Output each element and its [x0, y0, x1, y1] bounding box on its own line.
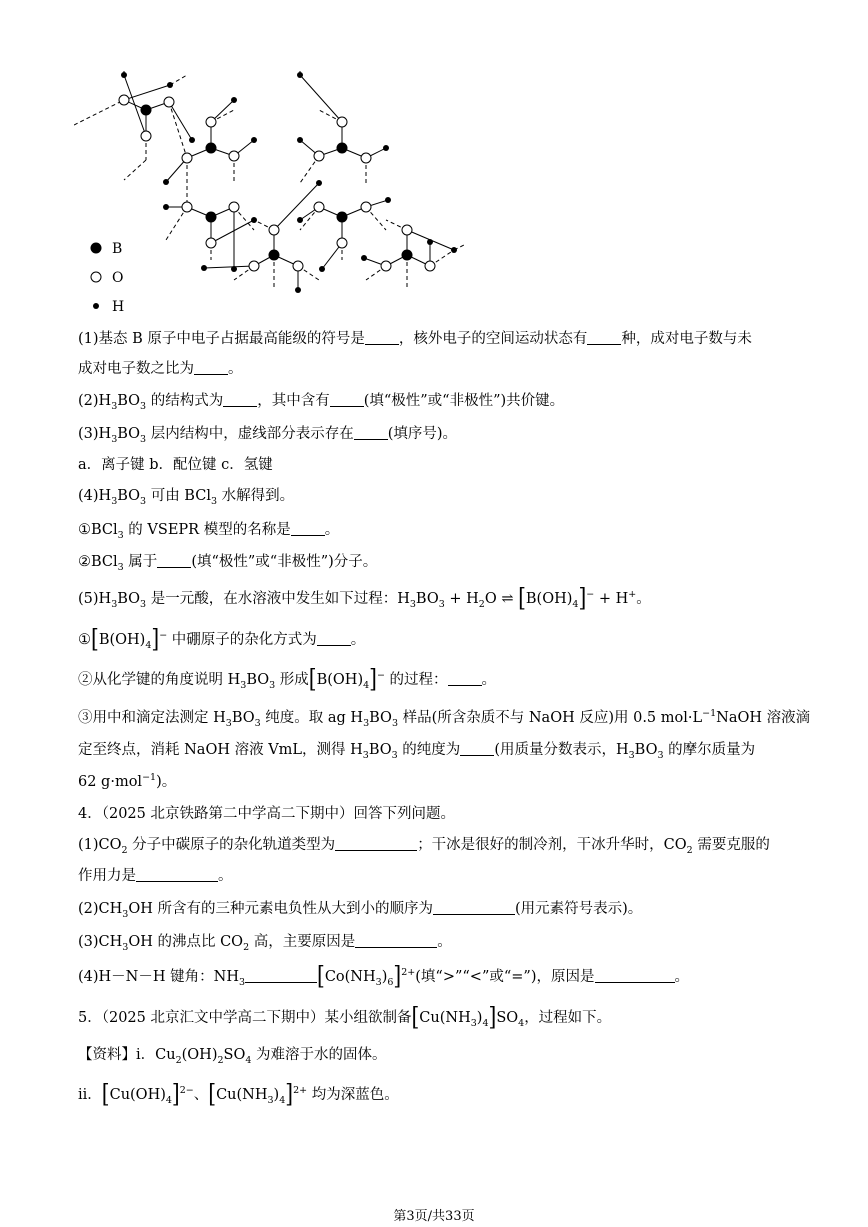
- legend-b-marker: [91, 243, 102, 254]
- answer-blank: [355, 933, 437, 948]
- hydrogen-atom: [163, 179, 169, 185]
- hydrogen-atom: [251, 217, 257, 223]
- answer-blank: [194, 360, 228, 375]
- covalent-bond-line: [300, 75, 342, 122]
- q3-part5-sub1: $①[B(OH)_4]^-$ 中硼原子的杂化方式为 。: [78, 623, 366, 653]
- boron-atom: [206, 212, 217, 223]
- legend-b-label: B: [112, 241, 123, 257]
- oxygen-atom: [141, 131, 151, 141]
- boron-atom: [141, 105, 152, 116]
- hydrogen-atom: [167, 82, 173, 88]
- covalent-bond-line: [124, 75, 146, 136]
- answer-blank: [433, 900, 515, 915]
- legend-h-label: H: [112, 299, 125, 315]
- hydrogen-atom: [231, 97, 237, 103]
- hydrogen-atom: [163, 204, 169, 210]
- answer-blank: [587, 330, 621, 345]
- boron-atom: [337, 212, 348, 223]
- answer-blank: [223, 392, 257, 407]
- q5-resource-2: ii．$[Cu(OH)_4]^{2-}$、$[Cu(NH_3)_4]^{2+}$ 均为深蓝色。: [78, 1078, 399, 1108]
- q4-part1-line2: 作用力是 。: [78, 868, 233, 884]
- oxygen-atom: [381, 261, 391, 271]
- q3-part2: $(2)H_3BO_3$ 的结构式为 ，其中含有 (填“极性”或“非极性”)共价键。: [78, 393, 565, 412]
- oxygen-atom: [206, 238, 216, 248]
- oxygen-atom: [361, 153, 371, 163]
- hydrogen-atom: [427, 239, 433, 245]
- answer-blank: [595, 968, 675, 983]
- hydrogen-atom: [189, 137, 195, 143]
- boron-atom: [269, 250, 280, 261]
- q3-part1-line1: (1)基态 B 原子中电子占据最高能级的符号是 ，核外电子的空间运动状态有 种，成对电子数与未: [78, 331, 752, 347]
- hydrogen-bond-line: [169, 102, 187, 158]
- oxygen-atom: [229, 202, 239, 212]
- hydrogen-atom: [361, 255, 367, 261]
- q4-part2: $(2)CH_3OH$ 所含有的三种元素电负性从大到小的顺序为 (用元素符号表示)。: [78, 901, 643, 920]
- hydrogen-atom: [297, 137, 303, 143]
- hydrogen-atom: [295, 287, 301, 293]
- hydrogen-atom: [316, 180, 322, 186]
- q3-part4-sub1: ①BCl$_3$ 的 VSEPR 模型的名称是 。: [78, 522, 340, 541]
- hydrogen-atom: [319, 266, 325, 272]
- hydrogen-atom: [383, 145, 389, 151]
- hydrogen-atom: [297, 72, 303, 78]
- oxygen-atom: [314, 151, 324, 161]
- hydrogen-atom: [231, 266, 237, 272]
- oxygen-atom: [164, 97, 174, 107]
- answer-blank: [448, 671, 482, 686]
- boric-acid-layer-structure-figure: [74, 70, 464, 320]
- hydrogen-atom: [385, 197, 391, 203]
- oxygen-atom: [293, 261, 303, 271]
- answer-blank: [365, 330, 399, 345]
- legend-o-marker: [91, 272, 101, 282]
- hydrogen-bond-line: [124, 160, 146, 180]
- oxygen-atom: [402, 225, 412, 235]
- oxygen-atom: [314, 202, 324, 212]
- hydrogen-atom: [297, 217, 303, 223]
- hydrogen-atom: [251, 137, 257, 143]
- oxygen-atom: [337, 238, 347, 248]
- q3-part5-sub3-line3: 62 g·mol$^{-1}$)。: [78, 772, 177, 790]
- hydrogen-atom: [451, 247, 457, 253]
- hydrogen-atom: [201, 265, 207, 271]
- covalent-bond-line: [169, 102, 192, 140]
- covalent-bond-line: [274, 183, 319, 230]
- hydrogen-bond-line: [74, 100, 124, 125]
- page-footer: 第3页/共33页: [393, 1209, 475, 1224]
- hydrogen-atom: [121, 72, 127, 78]
- answer-blank: [317, 631, 351, 646]
- q3-part3: $(3)H_3BO_3$ 层内结构中，虚线部分表示存在 (填序号)。: [78, 426, 458, 445]
- answer-blank: [335, 836, 417, 851]
- q3-part4: $(4)H_3BO_3$ 可由 BCl$_3$ 水解得到。: [78, 488, 295, 507]
- oxygen-atom: [182, 153, 192, 163]
- oxygen-atom: [361, 202, 371, 212]
- q3-part4-sub2: ②BCl$_3$ 属于 (填“极性”或“非极性”)分子。: [78, 554, 378, 573]
- hydrogen-bond-line: [166, 207, 187, 240]
- q3-part5-sub3-line1: ③用中和滴定法测定 $H_3BO_3$ 纯度。取 ag $H_3BO_3$ 样品(所含杂质不与 NaOH 反应)用 0.5 $mol\cdot L^{-1}NaOH$ 溶液滴: [78, 708, 811, 729]
- oxygen-atom: [229, 151, 239, 161]
- q4-part1-line1: $(1)CO_2$ 分子中碳原子的杂化轨道类型为 ；干冰是很好的制冷剂，干冰升华时，$CO_2$ 需要克服的: [78, 837, 770, 856]
- oxygen-atom: [119, 95, 129, 105]
- answer-blank: [291, 521, 325, 536]
- covalent-bond-line: [211, 220, 254, 243]
- oxygen-atom: [249, 261, 259, 271]
- covalent-bond-line: [124, 85, 170, 100]
- oxygen-atom: [206, 117, 216, 127]
- oxygen-atom: [269, 225, 279, 235]
- q4-title: 4．（2025 北京铁路第二中学高二下期中）回答下列问题。: [78, 806, 455, 822]
- answer-blank: [354, 425, 388, 440]
- oxygen-atom: [182, 202, 192, 212]
- q5-resource-1: 【资料】i．$Cu_2(OH)_2SO_4$ 为难溶于水的固体。: [78, 1047, 387, 1066]
- q4-part3: $(3)CH_3OH$ 的沸点比 $CO_2$ 高，主要原因是 。: [78, 934, 452, 953]
- answer-blank: [460, 741, 494, 756]
- q3-part3-options: a．离子键 b．配位键 c．氢键: [78, 457, 273, 473]
- answer-blank: [157, 553, 191, 568]
- answer-blank: [245, 968, 317, 983]
- boron-atom: [337, 143, 348, 154]
- boron-atom: [402, 250, 413, 261]
- oxygen-atom: [337, 117, 347, 127]
- answer-blank: [330, 392, 364, 407]
- atoms: [119, 72, 457, 293]
- oxygen-atom: [425, 261, 435, 271]
- q3-part5: $(5)H_3BO_3$ 是一元酸，在水溶液中发生如下过程：$H_3BO_3 + H_2O$ ⇌ $[B(OH)_4]^- + H^+$。: [78, 582, 651, 612]
- q3-part1-line2: 成对电子数之比为 。: [78, 361, 243, 377]
- covalent-bond-line: [204, 266, 254, 268]
- legend-h-marker: [93, 303, 99, 309]
- q3-part5-sub2: ②从化学键的角度说明 $H_3BO_3$ 形成$[B(OH)_4]^-$ 的过程： 。: [78, 663, 497, 693]
- q3-part5-sub3-line2: 定至终点，消耗 NaOH 溶液 VmL，测得 $H_3BO_3$ 的纯度为 (用质量分数表示，$H_3BO_3$ 的摩尔质量为: [78, 742, 756, 761]
- q5-title: 5．（2025 北京汇文中学高二下期中）某小组欲制备$[Cu(NH_3)_4]SO_4$，过程如下。: [78, 1001, 612, 1031]
- answer-blank: [136, 867, 218, 882]
- q4-part4: (4)H－N－H 键角：$NH_3$ $[Co(NH_3)_6]^{2+}$(填“>”“<”或“=”)，原因是 。: [78, 960, 689, 990]
- figure-legend: [91, 241, 125, 315]
- legend-o-label: O: [112, 270, 124, 286]
- boron-atom: [206, 143, 217, 154]
